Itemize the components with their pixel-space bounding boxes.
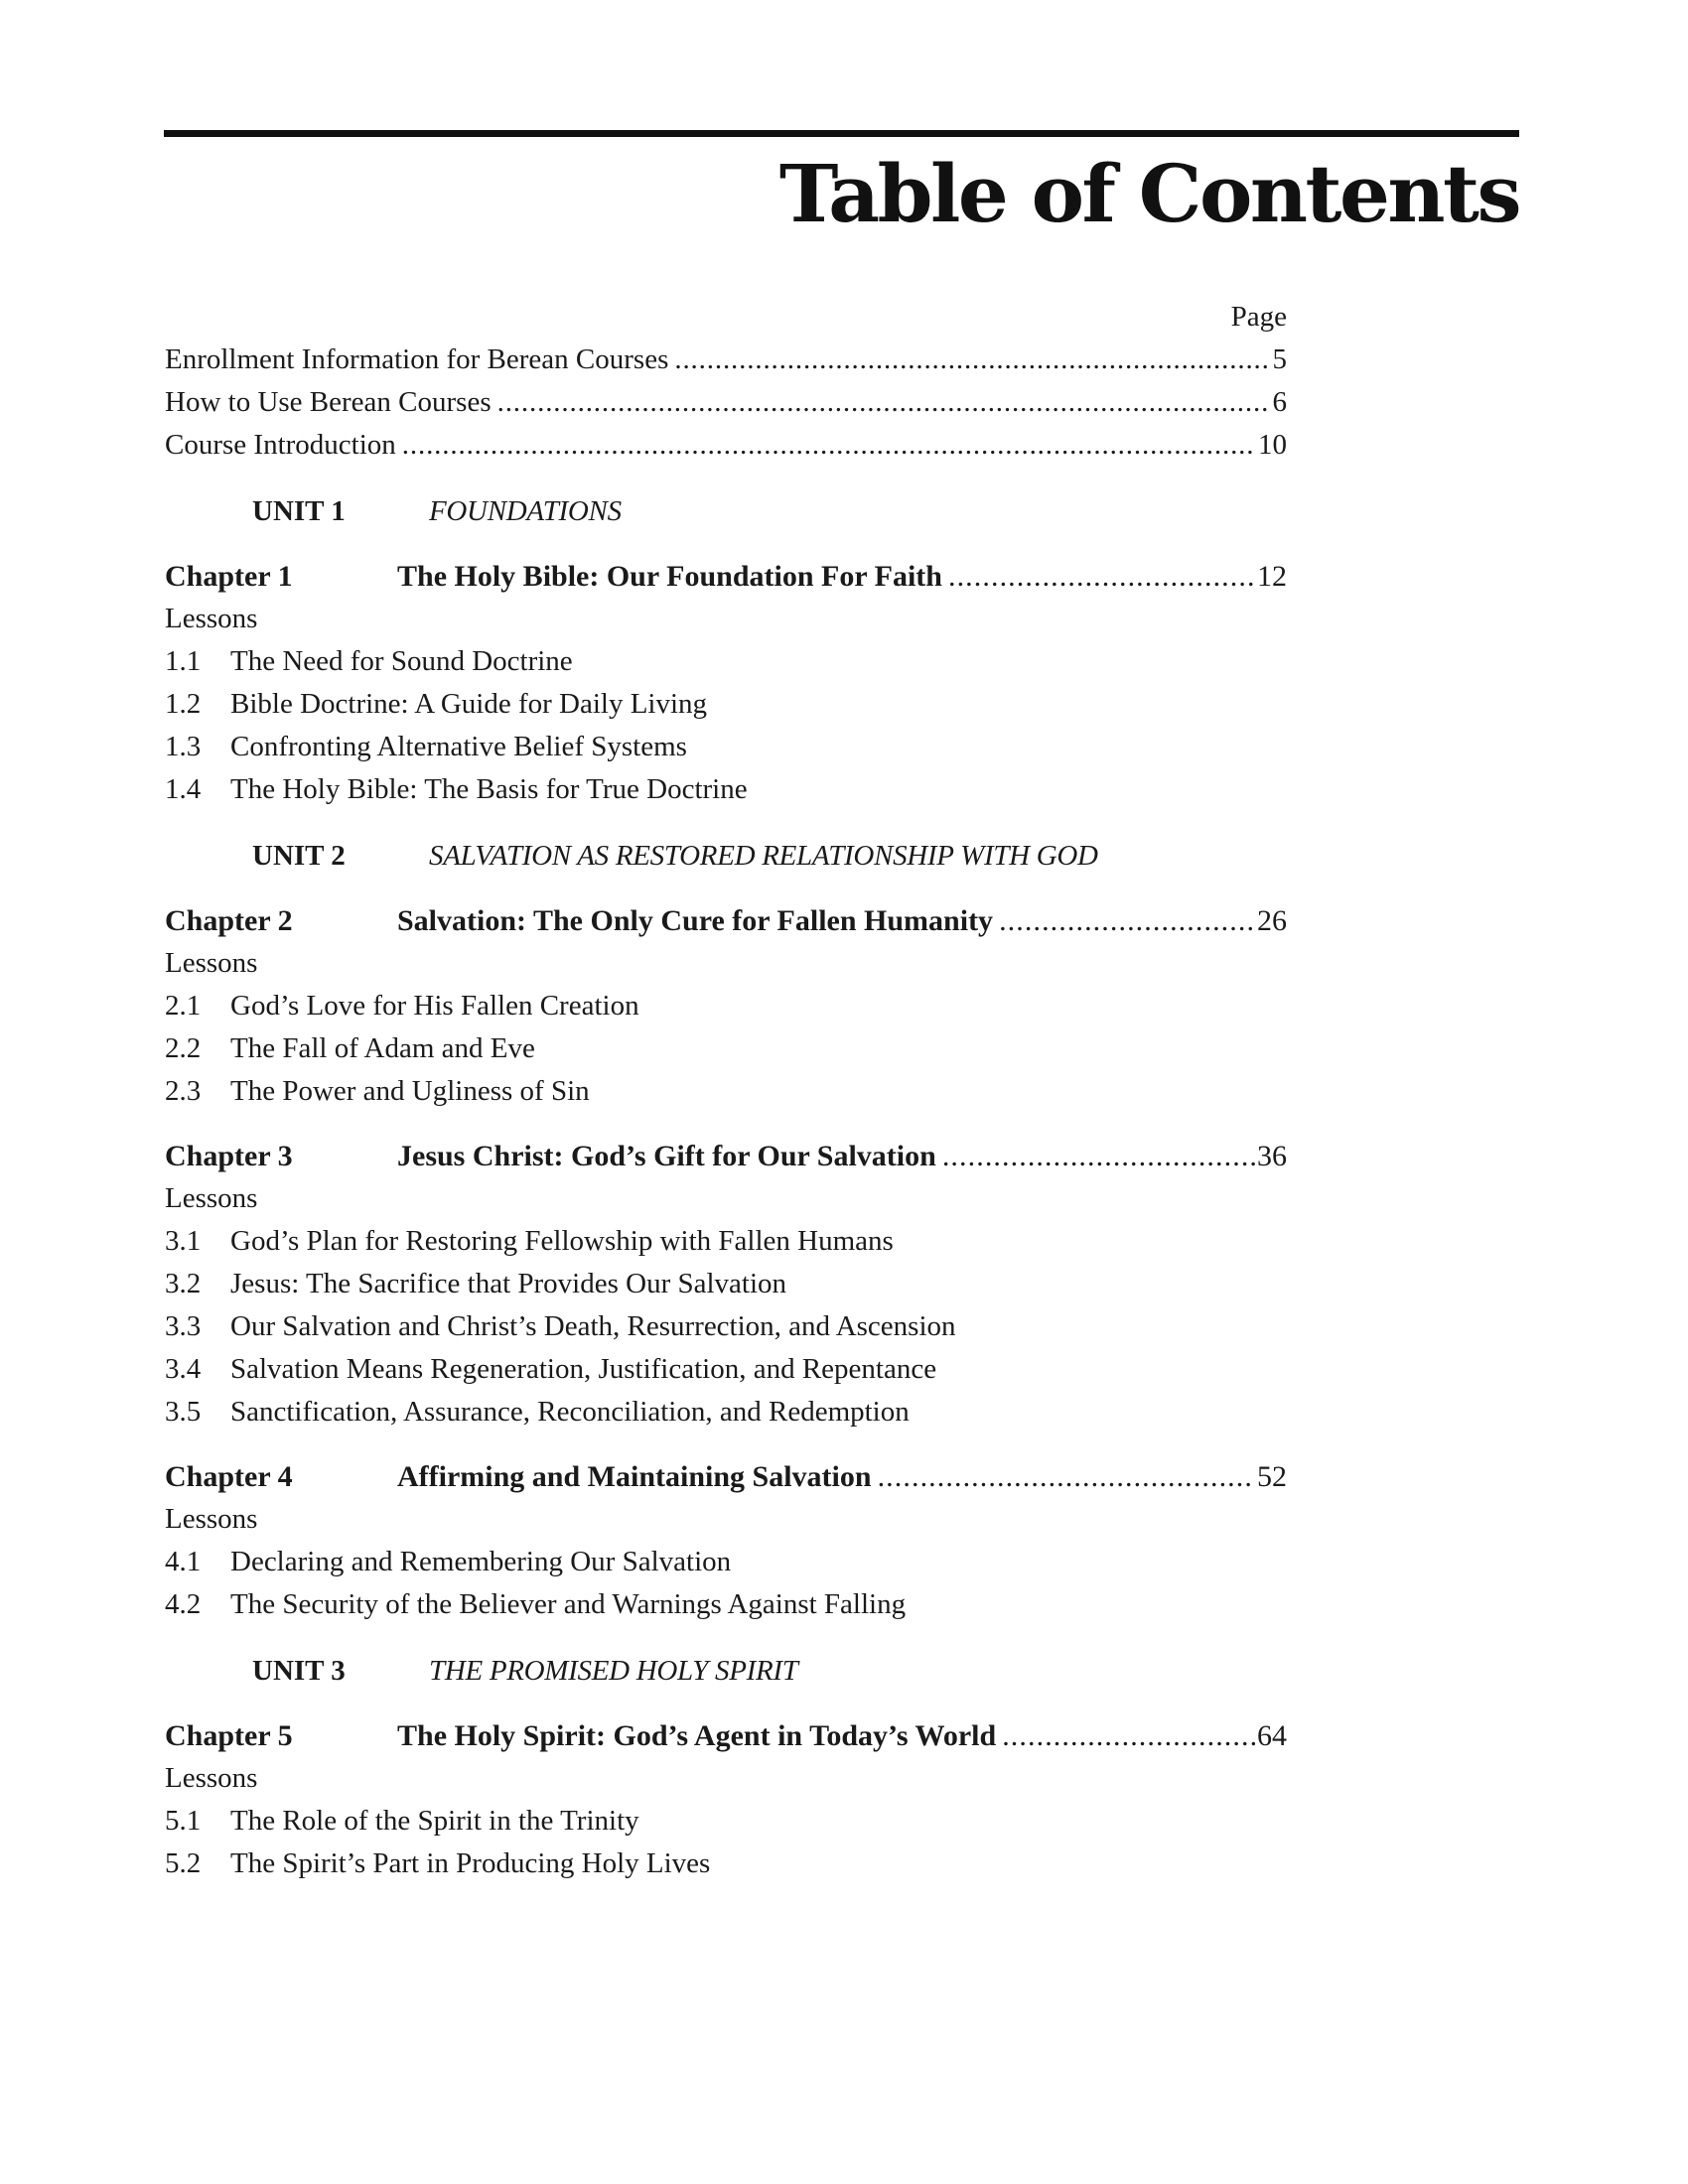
dot-leader xyxy=(402,424,1256,467)
lesson-title: The Spirit’s Part in Producing Holy Lives xyxy=(230,1847,711,1879)
chapter-label: Chapter 2 xyxy=(165,904,293,937)
chapter-label: Chapter 4 xyxy=(165,1460,293,1493)
lesson-title: Our Salvation and Christ’s Death, Resurrection, and Ascension xyxy=(230,1310,956,1342)
dot-leader xyxy=(497,381,1271,424)
lesson-number: 1.3 xyxy=(165,731,202,762)
lessons-label: Lessons xyxy=(165,1503,258,1535)
toc-chapter-4[interactable] xyxy=(165,1455,1287,1498)
toc-entry-label: How to Use Berean Courses xyxy=(165,386,492,418)
table-of-contents xyxy=(165,296,1287,1885)
dot-leader xyxy=(674,339,1270,381)
lesson-title: The Security of the Believer and Warnings Against Falling xyxy=(230,1588,907,1620)
lesson-item[interactable] xyxy=(165,1263,1287,1305)
toc-chapter-2[interactable] xyxy=(165,899,1287,942)
toc-entry-page: 6 xyxy=(1272,386,1287,418)
lesson-title: The Role of the Spirit in the Trinity xyxy=(230,1805,639,1837)
lesson-item[interactable] xyxy=(165,985,1287,1027)
toc-entry-label: Course Introduction xyxy=(165,429,396,461)
dot-leader xyxy=(999,899,1255,942)
page-title: Table of Contents xyxy=(778,147,1519,240)
unit-heading-2 xyxy=(165,835,1287,878)
toc-entry-course-introduction[interactable] xyxy=(165,424,1287,467)
lesson-item[interactable] xyxy=(165,1070,1287,1113)
dot-leader xyxy=(942,1135,1255,1177)
chapter-page: 26 xyxy=(1257,904,1287,937)
lesson-item[interactable] xyxy=(165,1541,1287,1583)
lesson-number: 1.1 xyxy=(165,645,202,677)
lesson-item[interactable] xyxy=(165,640,1287,683)
lessons-label: Lessons xyxy=(165,603,258,634)
lesson-title: Declaring and Remembering Our Salvation xyxy=(230,1546,732,1577)
lesson-title: God’s Plan for Restoring Fellowship with Fallen Humans xyxy=(230,1225,894,1257)
unit-number: UNIT 1 xyxy=(252,495,346,527)
lesson-item[interactable] xyxy=(165,1348,1287,1391)
lesson-item[interactable] xyxy=(165,1305,1287,1348)
toc-entry-page: 5 xyxy=(1272,343,1287,375)
unit-heading-3 xyxy=(165,1650,1287,1693)
lesson-title: Bible Doctrine: A Guide for Daily Living xyxy=(230,688,708,720)
unit-name: FOUNDATIONS xyxy=(429,495,622,527)
lesson-title: The Power and Ugliness of Sin xyxy=(230,1075,590,1107)
chapter-label: Chapter 3 xyxy=(165,1140,293,1172)
lesson-number: 4.1 xyxy=(165,1546,202,1577)
unit-number: UNIT 2 xyxy=(252,840,346,872)
chapter-title: Affirming and Maintaining Salvation xyxy=(397,1460,872,1493)
chapter-page: 36 xyxy=(1257,1140,1287,1172)
lesson-number: 5.2 xyxy=(165,1847,202,1879)
lesson-title: The Need for Sound Doctrine xyxy=(230,645,573,677)
chapter-page: 12 xyxy=(1257,560,1287,593)
dot-leader xyxy=(948,555,1255,598)
lesson-number: 5.1 xyxy=(165,1805,202,1837)
toc-chapter-3[interactable] xyxy=(165,1135,1287,1177)
lesson-number: 2.2 xyxy=(165,1032,202,1064)
lesson-item[interactable] xyxy=(165,1800,1287,1843)
chapter-title: Jesus Christ: God’s Gift for Our Salvation xyxy=(397,1140,936,1172)
spacer xyxy=(165,1433,1287,1455)
lesson-title: Confronting Alternative Belief Systems xyxy=(230,731,687,762)
lesson-number: 2.3 xyxy=(165,1075,202,1107)
page-column-label: Page xyxy=(1230,301,1287,333)
unit-number: UNIT 3 xyxy=(252,1655,346,1687)
unit-heading-1 xyxy=(165,490,1287,533)
lesson-number: 3.3 xyxy=(165,1310,202,1342)
toc-chapter-5[interactable] xyxy=(165,1714,1287,1757)
chapter-title: The Holy Bible: Our Foundation For Faith xyxy=(397,560,942,593)
lesson-number: 3.2 xyxy=(165,1268,202,1299)
lessons-label: Lessons xyxy=(165,947,258,979)
lesson-title: Jesus: The Sacrifice that Provides Our Salvation xyxy=(230,1268,787,1299)
lesson-item[interactable] xyxy=(165,768,1287,811)
lesson-number: 4.2 xyxy=(165,1588,202,1620)
chapter-title: Salvation: The Only Cure for Fallen Humanity xyxy=(397,904,994,937)
toc-chapter-1[interactable] xyxy=(165,555,1287,598)
dot-leader xyxy=(1002,1714,1255,1757)
lesson-number: 1.4 xyxy=(165,773,202,805)
lesson-item[interactable] xyxy=(165,1843,1287,1885)
lesson-item[interactable] xyxy=(165,1583,1287,1626)
lesson-title: God’s Love for His Fallen Creation xyxy=(230,990,639,1022)
chapter-page: 52 xyxy=(1257,1460,1287,1493)
lesson-item[interactable] xyxy=(165,1391,1287,1433)
lesson-title: The Holy Bible: The Basis for True Doctrine xyxy=(230,773,748,805)
lesson-number: 3.4 xyxy=(165,1353,202,1385)
lesson-item[interactable] xyxy=(165,726,1287,768)
lesson-title: Sanctification, Assurance, Reconciliation, and Redemption xyxy=(230,1396,910,1428)
lesson-title: The Fall of Adam and Eve xyxy=(230,1032,535,1064)
lessons-label: Lessons xyxy=(165,1182,258,1214)
toc-entry-enrollment[interactable] xyxy=(165,339,1287,381)
lesson-number: 3.5 xyxy=(165,1396,202,1428)
chapter-label: Chapter 5 xyxy=(165,1719,293,1752)
spacer xyxy=(165,1113,1287,1135)
lesson-title: Salvation Means Regeneration, Justification, and Repentance xyxy=(230,1353,937,1385)
lesson-item[interactable] xyxy=(165,1220,1287,1263)
lesson-item[interactable] xyxy=(165,1027,1287,1070)
header-rule xyxy=(164,130,1519,137)
lesson-number: 1.2 xyxy=(165,688,202,720)
chapter-label: Chapter 1 xyxy=(165,560,293,593)
lesson-item[interactable] xyxy=(165,683,1287,726)
lesson-number: 3.1 xyxy=(165,1225,202,1257)
chapter-page: 64 xyxy=(1257,1719,1287,1752)
lessons-label: Lessons xyxy=(165,1762,258,1794)
toc-entry-how-to-use[interactable] xyxy=(165,381,1287,424)
unit-name: SALVATION AS RESTORED RELATIONSHIP WITH GOD xyxy=(429,840,1098,872)
dot-leader xyxy=(878,1455,1255,1498)
toc-entry-page: 10 xyxy=(1258,429,1287,461)
chapter-title: The Holy Spirit: God’s Agent in Today’s World xyxy=(397,1719,997,1752)
unit-name: THE PROMISED HOLY SPIRIT xyxy=(429,1655,798,1687)
lesson-number: 2.1 xyxy=(165,990,202,1022)
toc-entry-label: Enrollment Information for Berean Courses xyxy=(165,343,669,375)
